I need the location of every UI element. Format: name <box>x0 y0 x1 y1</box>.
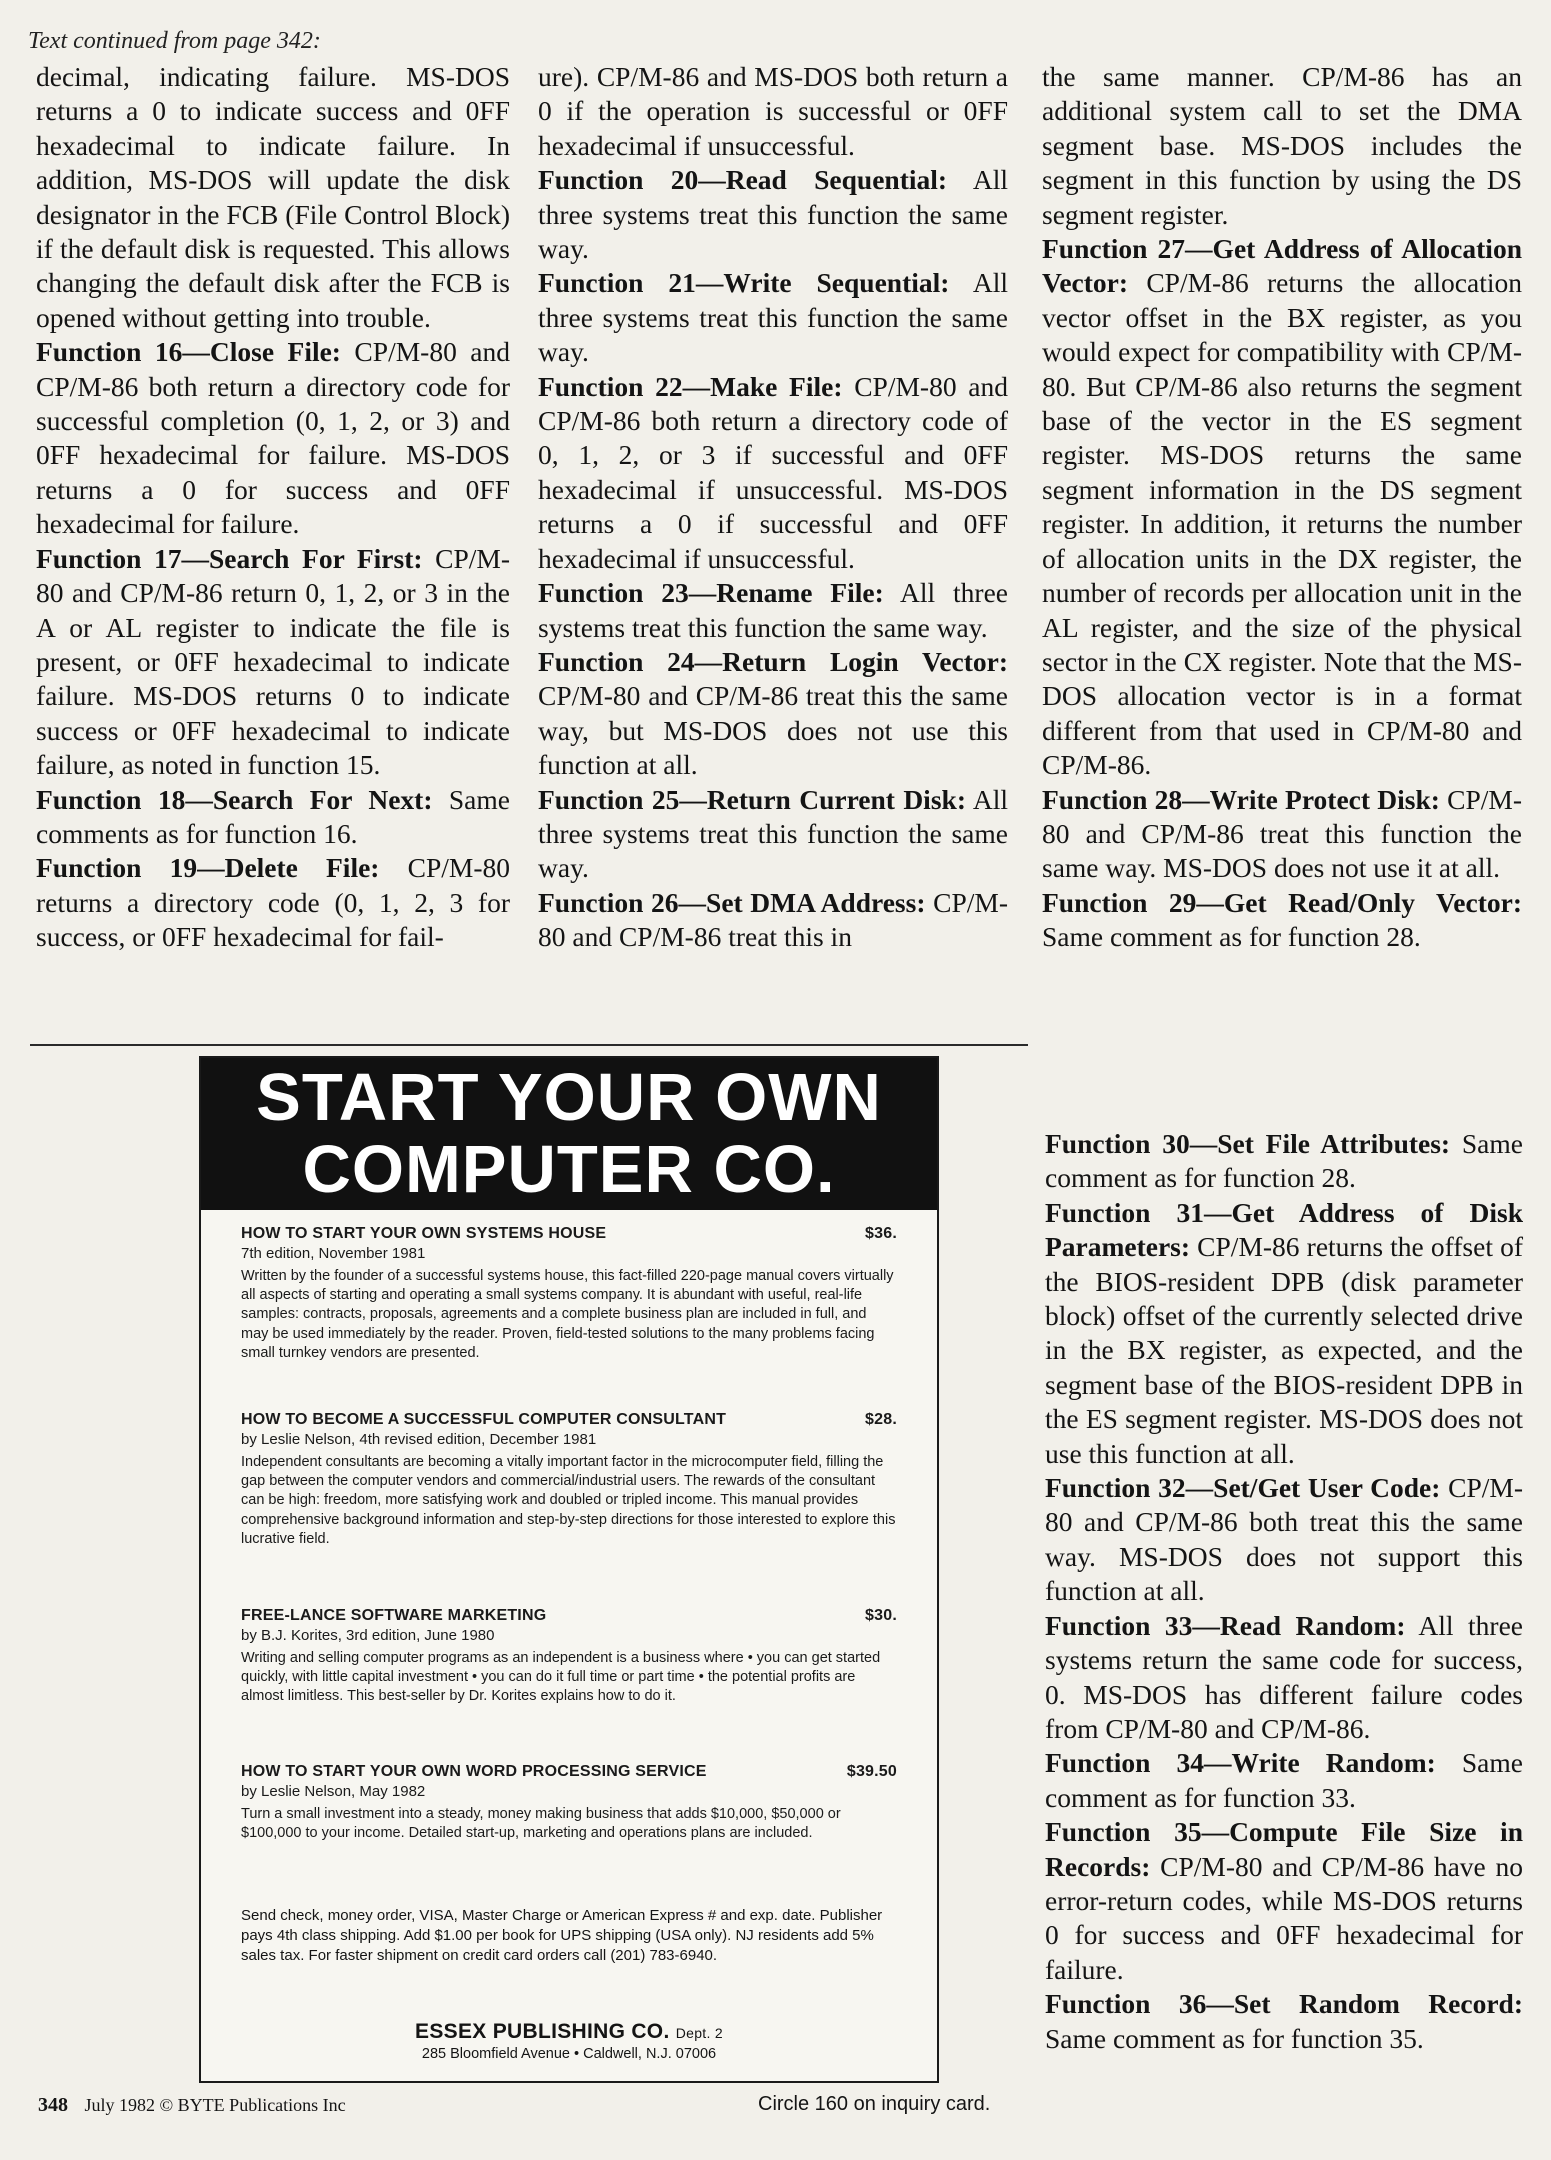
paragraph-text: CP/M-80 and CP/M-86 both return a directory code of 0, 1, 2, or 3 if successful and 0FF hexadecimal if unsuccessful. MS-DOS returns a 0 if successful and 0FF hexadecimal if unsuccessful. <box>538 370 1008 574</box>
paragraph <box>1045 1196 1523 1471</box>
text-column-3-continued <box>1045 1127 1523 2056</box>
inquiry-card-note: Circle 160 on inquiry card. <box>758 2093 991 2115</box>
function-heading: Function 17—Search For First: <box>36 542 423 574</box>
book-edition: by B.J. Korites, 3rd edition, June 1980 <box>241 1626 495 1644</box>
paragraph-text: ure). CP/M-86 and MS-DOS both return a 0 if the operation is successful or 0FF hexadecimal if unsuccessful. <box>538 61 1008 161</box>
paragraph <box>36 60 510 335</box>
ad-book-4 <box>241 1762 897 1843</box>
paragraph-text: All three systems treat this function the same way. <box>538 783 1008 884</box>
paragraph <box>36 335 510 541</box>
book-description: Turn a small investment into a steady, money making business that adds $10,000, $50,000 or $100,000 to your income. Detailed start-up, marketing and operations plans are included. <box>241 1806 841 1842</box>
function-heading: Function 35—Compute File Size in Records: <box>1045 1816 1523 1882</box>
publisher-dept: Dept. 2 <box>675 2025 723 2041</box>
page-footer <box>38 2094 346 2117</box>
paragraph <box>36 783 510 852</box>
paragraph <box>538 163 1008 266</box>
book-description: Writing and selling computer programs as an independent is a business where • you can get started quickly, with little capital investment • you can do it full time or part time • the potential profits are almost limitless. This best-seller by Dr. Korites explains how to do it. <box>241 1650 881 1705</box>
function-heading: Function 33—Read Random: <box>1045 1609 1406 1641</box>
ad-order-instructions: Send check, money order, VISA, Master Charge or American Express # and exp. date. Publisher pays 4th class shipping. Add $1.00 per book for UPS shipping (USA only). NJ residents add 5% sales tax. For faster shipment on credit card orders call (201) 783-6940. <box>241 1907 883 1964</box>
book-edition: by Leslie Nelson, May 1982 <box>241 1782 426 1800</box>
function-heading: Function 31—Get Address of Disk Parameters: <box>1045 1196 1523 1263</box>
paragraph <box>538 576 1008 645</box>
paragraph <box>1045 1609 1523 1747</box>
paragraph-text: All three systems treat this function the same way. <box>538 164 1008 265</box>
book-description: Independent consultants are becoming a vitally important factor in the microcomputer field, filling the gap between the computer vendors and commercial/industrial users. The rewards of the consultant can be high: freedom, more satisfying work and doubled or tripled income. This manual provides comprehensive background information and step-by-step directions for those interested to explore this lucrative field. <box>241 1454 896 1547</box>
paragraph-text: All three systems treat this function the same way. <box>538 577 1008 643</box>
paragraph-text: CP/M-80 and CP/M-86 both treat this the same way. MS-DOS does not support this function at all. <box>1045 1472 1523 1607</box>
paragraph-text: CP/M-80 and CP/M-86 both return a directory code for successful completion (0, 1, 2, or 3) and 0FF hexadecimal for failure. MS-DOS returns a 0 for success and 0FF hexadecimal for failure. <box>36 336 510 540</box>
function-heading: Function 26—Set DMA Address: <box>538 886 926 918</box>
function-heading: Function 20—Read Sequential: <box>538 164 948 196</box>
function-heading: Function 24—Return Login Vector: <box>538 645 1008 677</box>
function-heading: Function 29—Get Read/Only Vector: <box>1042 886 1522 918</box>
advertisement <box>199 1056 939 2083</box>
paragraph <box>538 645 1008 783</box>
paragraph-text: CP/M-80 and CP/M-86 treat this function the same way. MS-DOS does not use it at all. <box>1042 783 1522 884</box>
paragraph <box>36 851 510 954</box>
function-heading: Function 36—Set Random Record: <box>1045 1988 1523 2020</box>
function-heading: Function 28—Write Protect Disk: <box>1042 783 1440 815</box>
publisher-address: 285 Bloomfield Avenue • Caldwell, N.J. 07006 <box>421 2046 717 2062</box>
paragraph-text: CP/M-86 returns the offset of the BIOS-resident DPB (disk parameter block) offset of the currently selected drive in the BX register, as expected, and the segment base of the BIOS-resident DPB in the ES segment register. MS-DOS does not use this function at all. <box>1045 1231 1523 1469</box>
paragraph <box>538 370 1008 576</box>
paragraph-text: decimal, indicating failure. MS-DOS returns a 0 to indicate success and 0FF hexadecimal to indicate failure. In addition, MS-DOS will update the disk designator in the FCB (File Control Block) if the default disk is requested. This allows changing the default disk after the FCB is opened without getting into trouble. <box>36 61 510 333</box>
paragraph-text: Same comment as for function 35. <box>1045 2022 1424 2054</box>
book-description: Written by the founder of a successful systems house, this fact-filled 220-page manual covers virtually all aspects of starting and operating a small systems company. It is abundant with useful, real-life samples: contracts, proposals, agreements and a complete business plan are included in full, and may be used immediately by the reader. Proven, field-tested solutions to the many problems facing small turnkey vendors are presented. <box>241 1268 894 1361</box>
paragraph-text: the same manner. CP/M-86 has an additional system call to set the DMA segment base. MS-DOS includes the segment in this function by using the DS segment register. <box>1042 61 1522 230</box>
book-edition: by Leslie Nelson, 4th revised edition, December 1981 <box>241 1430 597 1448</box>
ad-publisher-block <box>201 2020 937 2062</box>
ad-banner <box>201 1058 937 1210</box>
text-column-3 <box>1042 60 1522 955</box>
paragraph <box>538 266 1008 369</box>
paragraph <box>538 783 1008 886</box>
paragraph-text: Same comment as for function 33. <box>1045 1747 1523 1813</box>
book-price: $30. <box>865 1607 897 1624</box>
paragraph <box>538 886 1008 955</box>
paragraph-text: Same comment as for function 28. <box>1045 1128 1523 1194</box>
paragraph <box>1045 1815 1523 1987</box>
book-title: HOW TO BECOME A SUCCESSFUL COMPUTER CONSULTANT <box>241 1411 727 1428</box>
paragraph-text: Same comment as for function 28. <box>1042 921 1421 953</box>
paragraph-text: CP/M-80 and CP/M-86 treat this the same way, but MS-DOS does not use this function at all. <box>538 680 1008 781</box>
function-heading: Function 18—Search For Next: <box>36 783 433 815</box>
ad-headline-line-1: START YOUR OWN <box>256 1060 882 1135</box>
ad-book-1 <box>241 1224 897 1363</box>
paragraph <box>1042 60 1522 232</box>
function-heading: Function 27—Get Address of Allocation Vector: <box>1042 233 1522 299</box>
book-price: $28. <box>865 1411 897 1428</box>
continued-from-note: Text continued from page 342: <box>28 28 321 54</box>
page-number: 348 <box>38 2094 68 2116</box>
paragraph <box>1042 232 1522 783</box>
paragraph-text: CP/M-80 returns a directory code (0, 1, 2, 3 for success, or 0FF hexadecimal for fail- <box>36 852 511 953</box>
function-heading: Function 25—Return Current Disk: <box>538 783 966 815</box>
function-heading: Function 21—Write Sequential: <box>538 267 950 299</box>
paragraph-text: CP/M-80 and CP/M-86 treat this in <box>538 886 1008 953</box>
paragraph <box>1045 1471 1523 1609</box>
text-column-2 <box>538 60 1008 955</box>
function-heading: Function 19—Delete File: <box>36 852 380 884</box>
paragraph-text: All three systems return the same code for success, 0. MS-DOS has different failure codes from CP/M-80 and CP/M-86. <box>1045 1609 1523 1744</box>
book-title: HOW TO START YOUR OWN SYSTEMS HOUSE <box>241 1225 607 1242</box>
book-title: FREE-LANCE SOFTWARE MARKETING <box>241 1607 547 1624</box>
function-heading: Function 16—Close File: <box>36 336 341 368</box>
paragraph <box>1042 886 1522 955</box>
function-heading: Function 30—Set File Attributes: <box>1045 1128 1451 1159</box>
book-edition: 7th edition, November 1981 <box>241 1244 426 1262</box>
book-price: $36. <box>865 1225 897 1242</box>
book-title: HOW TO START YOUR OWN WORD PROCESSING SERVICE <box>241 1763 707 1780</box>
ad-book-2 <box>241 1410 897 1549</box>
book-price: $39.50 <box>846 1763 897 1780</box>
paragraph <box>538 60 1008 163</box>
publisher-name: ESSEX PUBLISHING CO. <box>415 2020 670 2043</box>
text-column-1 <box>36 60 510 955</box>
paragraph <box>1045 1127 1523 1196</box>
paragraph-text: All three systems treat this function the same way. <box>538 267 1008 368</box>
paragraph-text: CP/M-80 and CP/M-86 return 0, 1, 2, or 3 in the A or AL register to indicate the file is present, or 0FF hexadecimal to indicate failure. MS-DOS returns 0 to indicate success or 0FF hexadecimal to indicate failure, as noted in function 15. <box>36 542 511 781</box>
paragraph <box>36 542 510 783</box>
function-heading: Function 22—Make File: <box>538 370 843 402</box>
publication-credit: July 1982 © BYTE Publications Inc <box>84 2095 346 2115</box>
ad-book-3 <box>241 1606 897 1707</box>
function-heading: Function 32—Set/Get User Code: <box>1045 1472 1441 1504</box>
paragraph-text: CP/M-80 and CP/M-86 have no error-return codes, while MS-DOS returns 0 for success and 0FF hexadecimal for failure. <box>1045 1850 1523 1985</box>
paragraph <box>1045 1746 1523 1815</box>
horizontal-rule <box>30 1044 1028 1046</box>
paragraph-text: Same comments as for function 16. <box>36 783 510 849</box>
paragraph-text: CP/M-86 returns the allocation vector offset in the BX register, as you would expect for compatibility with CP/M-80. But CP/M-86 also returns the segment base of the vector in the ES segment register. MS-DOS returns the same segment information in the DS segment register. In addition, it returns the number of allocation units in the DX register, the number of records per allocation unit in the AL register, and the size of the physical sector in the CX register. Note that the MS-DOS allocation vector is in a format different from that used in CP/M-80 and CP/M-86. <box>1042 267 1522 781</box>
function-heading: Function 23—Rename File: <box>538 577 884 609</box>
paragraph <box>1045 1987 1523 2056</box>
paragraph <box>1042 783 1522 886</box>
ad-headline-line-2: COMPUTER CO. <box>302 1132 836 1207</box>
function-heading: Function 34—Write Random: <box>1045 1747 1436 1779</box>
